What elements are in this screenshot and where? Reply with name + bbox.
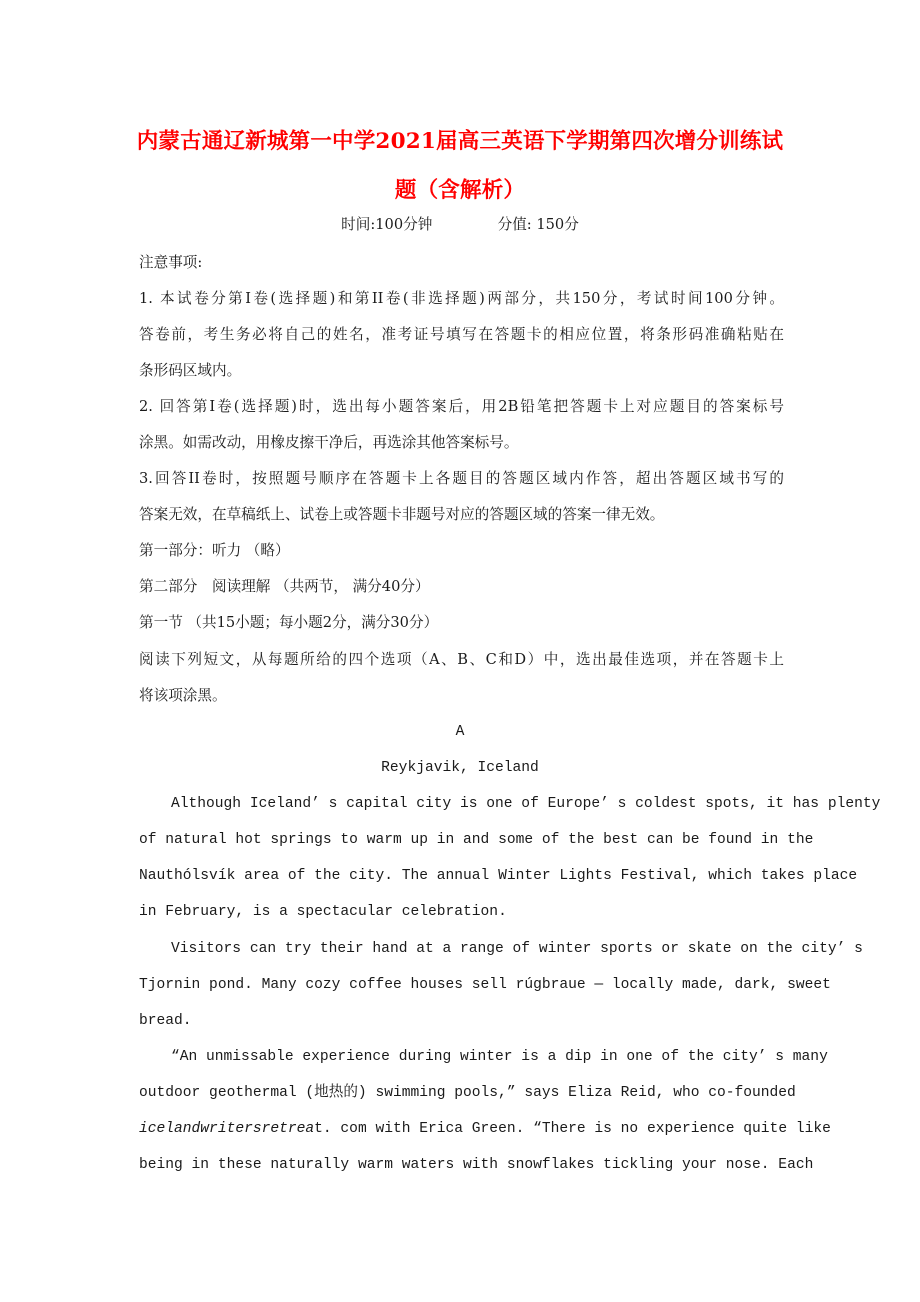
passage-line: Although Iceland’ s capital city is one of Europe’ s coldest spots, it has plenty	[171, 796, 881, 812]
notice-line: 涂黑。如需改动，用橡皮擦干净后，再选涂其他答案标号。	[139, 434, 519, 451]
passage-line: in February, is a spectacular celebration.	[139, 904, 507, 920]
score-label: 分值: 150分	[497, 216, 579, 233]
notice-line: 答案无效，在草稿纸上、试卷上或答题卡非题号对应的答题区域的答案一律无效。	[139, 506, 665, 523]
passage-line: outdoor geothermal (地热的) swimming pools,” says Eliza Reid, who co-founded	[139, 1085, 796, 1101]
passage-line: bread.	[139, 1013, 192, 1029]
passage-line: being in these naturally warm waters with snowflakes tickling your nose. Each	[139, 1157, 814, 1173]
part1-heading: 第一部分：听力 （略）	[139, 542, 290, 559]
website-name: icelandwritersretrea	[139, 1121, 315, 1137]
passage-line: “An unmissable experience during winter is a dip in one of the city’ s many	[171, 1049, 828, 1065]
exam-meta	[0, 215, 920, 235]
instruction-line: 阅读下列短文，从每题所给的四个选项（A、B、C和D）中，选出最佳选项，并在答题卡上	[139, 651, 784, 668]
notice-line: 答卷前，考生务必将自己的姓名，准考证号填写在答题卡的相应位置，将条形码准确粘贴在	[139, 326, 784, 343]
notice-line: 3.回答II卷时，按照题号顺序在答题卡上各题目的答题区域内作答，超出答题区域书写的	[139, 470, 784, 487]
passage-line: Visitors can try their hand at a range of winter sports or skate on the city’ s	[171, 941, 863, 957]
passage-line: Nauthólsvík area of the city. The annual Winter Lights Festival, which takes place	[139, 868, 858, 884]
passage-line: of natural hot springs to warm up in and some of the best can be found in the	[139, 832, 814, 848]
passage-line-with-site	[139, 1119, 831, 1139]
part2-heading: 第二部分 阅读理解 （共两节， 满分40分）	[139, 578, 430, 595]
notice-line: 1. 本试卷分第I卷(选择题)和第II卷(非选择题)两部分，共150分，考试时间100分钟。	[139, 290, 784, 307]
passage-title: Reykjavik, Iceland	[381, 760, 539, 776]
notice-line: 条形码区域内。	[139, 362, 242, 379]
document-title-line-1: 内蒙古通辽新城第一中学2021届高三英语下学期第四次增分训练试	[136, 129, 784, 154]
instruction-line: 将该项涂黑。	[139, 687, 227, 704]
document-title-line-2: 题（含解析）	[394, 178, 526, 203]
time-label: 时间:100分钟	[341, 216, 433, 233]
passage-line-rest: t. com with Erica Green. “There is no experience quite like	[314, 1121, 831, 1137]
notice-line: 2. 回答第I卷(选择题)时，选出每小题答案后，用2B铅笔把答题卡上对应题目的答案标号	[139, 398, 784, 415]
notice-heading: 注意事项:	[139, 254, 203, 271]
section1-heading: 第一节 （共15小题；每小题2分，满分30分）	[139, 614, 439, 631]
passage-line: Tjornin pond. Many cozy coffee houses sell rúgbraue — locally made, dark, sweet	[139, 977, 831, 993]
passage-label: A	[455, 724, 465, 740]
